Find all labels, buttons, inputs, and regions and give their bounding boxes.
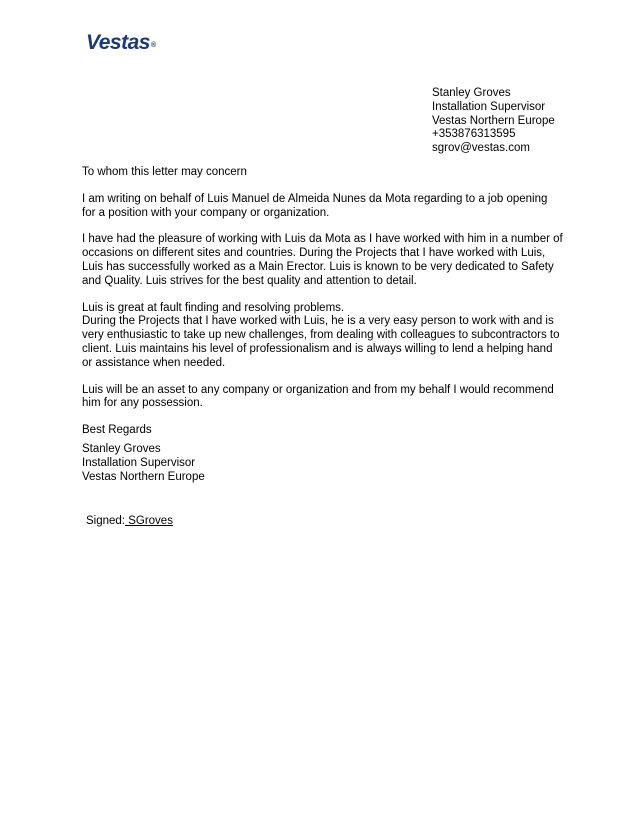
paragraph-1 [82, 193, 572, 221]
paragraph-line: and Quality. Luis strives for the best quality and attention to detail. [82, 274, 417, 287]
paragraph-line: Luis will be an asset to any company or organization and from my behalf I would recommend [82, 383, 554, 396]
signature-name: Stanley Groves [82, 443, 161, 455]
paragraph-line: I am writing on behalf of Luis Manuel de Almeida Nunes da Mota regarding to a job opening [82, 192, 548, 205]
signature-title: Installation Supervisor [82, 456, 196, 469]
paragraph-line: client. Luis maintains his level of professionalism and is always willing to lend a helping hand [82, 342, 553, 355]
sender-title: Installation Supervisor [432, 100, 546, 113]
vestas-logo [86, 30, 176, 56]
signature-block [82, 443, 205, 484]
signed-value: SGroves [125, 515, 173, 527]
sender-address-block [432, 87, 555, 156]
letter-body [82, 166, 572, 438]
sender-name: Stanley Groves [432, 87, 511, 99]
sender-phone: +353876313595 [432, 128, 516, 141]
paragraph-line: occasions on different sites and countries. During the Projects that I have worked with Luis, [82, 247, 546, 260]
paragraph-line: very enthusiastic to take up new challenges, from dealing with colleagues to subcontractors to [82, 329, 560, 342]
sender-email: sgrov@vestas.com [432, 142, 530, 155]
paragraph-2 [82, 233, 572, 288]
paragraph-line: or assistance when needed. [82, 356, 226, 369]
signed-line [86, 515, 173, 529]
logo-registered-mark: ® [150, 42, 156, 49]
paragraph-line: I have had the pleasure of working with Luis da Mota as I have worked with him in a number of [82, 233, 563, 246]
salutation: To whom this letter may concern [82, 166, 247, 178]
signed-label: Signed: [86, 515, 126, 527]
signature-company: Vestas Northern Europe [82, 470, 205, 483]
paragraph-line: for a position with your company or organization. [82, 206, 330, 219]
paragraph-3 [82, 302, 572, 371]
paragraph-line: Luis is great at fault finding and resolving problems. [82, 301, 345, 314]
paragraph-line: Luis has successfully worked as a Main Erector. Luis is known to be very dedicated to Safety [82, 260, 554, 273]
sender-company: Vestas Northern Europe [432, 114, 555, 127]
paragraph-line: During the Projects that I have worked with Luis, he is a very easy person to work with and is [82, 315, 554, 328]
closing: Best Regards [82, 424, 152, 437]
paragraph-line: him for any possession. [82, 397, 203, 410]
paragraph-4 [82, 384, 572, 412]
logo-text: Vestas [86, 31, 150, 54]
